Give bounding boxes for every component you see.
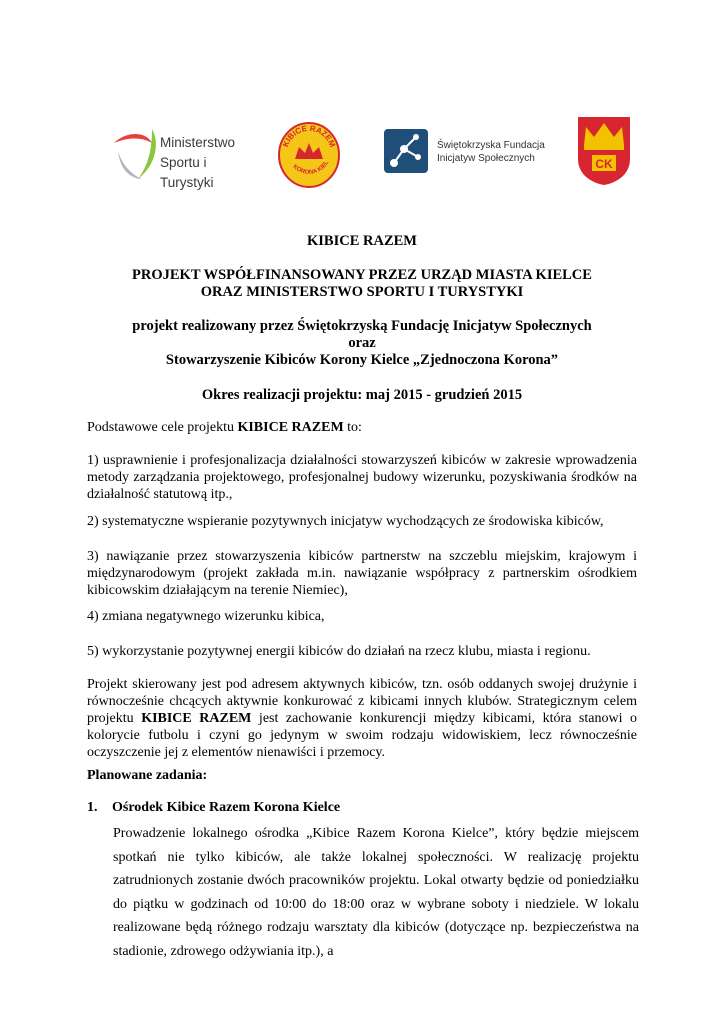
cofinancing-line1: PROJEKT WSPÓŁFINANSOWANY PRZEZ URZĄD MIASTA KIELCE xyxy=(132,267,592,283)
goal-1: 1) usprawnienie i profesjonalizacja działalności stowarzyszeń kibiców w zakresie wprowadzenia metody zarządzania projektowego, profesjonalnej budowy wizerunku, pozyskiwania środków na działalność statutową itp., xyxy=(87,453,637,502)
logo-bar xyxy=(0,0,725,220)
target-text-2: jest zachowanie konkurencji między kibicami, która stanowi o kolorycie futbolu i czyni go jedynym w swoim rodzaju widowiskiem, lecz równocześnie oczyszczenie jej z elementów nienawiści i przemocy. xyxy=(87,711,638,760)
goals-intro-prefix: Podstawowe cele projektu xyxy=(87,420,238,435)
planned-tasks-heading: Planowane zadania: xyxy=(87,768,208,783)
ministry-name-line2: Sportu i Turystyki xyxy=(160,155,214,190)
project-period: Okres realizacji projektu: maj 2015 - grudzień 2015 xyxy=(201,387,523,403)
cofinancing-heading xyxy=(87,267,637,301)
task-1-title xyxy=(87,799,340,816)
realized-by-line3: Stowarzyszenie Kibiców Korony Kielce „Zjednoczona Korona” xyxy=(165,352,559,368)
goals-intro xyxy=(87,419,637,436)
realized-by-heading xyxy=(87,318,637,369)
fundacja-logo xyxy=(382,127,552,177)
goals-intro-suffix: to: xyxy=(343,420,362,435)
task-1-number: 1. xyxy=(87,800,98,815)
ministry-name-line1: Ministerstwo xyxy=(160,135,236,150)
kibice-razem-logo xyxy=(277,117,341,189)
goal-2: 2) systematyczne wspieranie pozytywnych inicjatyw wychodzących ze środowiska kibiców, xyxy=(87,514,604,529)
task-1-title-text: Ośrodek Kibice Razem Korona Kielce xyxy=(112,800,341,815)
ministry-logo xyxy=(112,125,262,190)
realized-by-line1: projekt realizowany przez Świętokrzyską Fundację Inicjatyw Społecznych xyxy=(132,318,592,334)
target-text-1: Projekt skierowany jest pod adresem aktywnych kibiców, tzn. osób oddanych swojej drużynie i równocześnie chcących aktywnie konkurować z kibicami innych klubów. Strategicznym celem projektu xyxy=(87,677,637,726)
goals-intro-project-name: KIBICE RAZEM xyxy=(237,420,344,435)
goal-5: 5) wykorzystanie pozytywnej energii kibiców do działań na rzecz klubu, miasta i regionu. xyxy=(87,644,591,659)
fundacja-name-line1: Świętokrzyska Fundacja xyxy=(437,140,545,151)
kibice-logo-bottom-text: KORONA KIEL xyxy=(291,159,331,176)
fundacja-name-line2: Inicjatyw Społecznych xyxy=(437,153,535,164)
kibice-logo-top-text: KIBICE RAZEM xyxy=(281,123,338,149)
goal-3: 3) nawiązanie przez stowarzyszenia kibiców partnerstw na szczeblu miejskim, krajowym i międzynarodowym (projekt zakłada m.in. nawiązanie współpracy z partnerskim ośrodkiem kibicowskim działającym na terenie Niemiec), xyxy=(87,549,637,598)
cofinancing-line2: ORAZ MINISTERSTWO SPORTU I TURYSTYKI xyxy=(200,284,524,300)
ministry-swoosh-icon xyxy=(112,125,160,185)
document-title: KIBICE RAZEM xyxy=(307,233,417,249)
target-paragraph xyxy=(87,676,637,761)
crest-ck-text: CK xyxy=(595,157,613,171)
kielce-crest-logo xyxy=(576,115,632,187)
task-1-body: Prowadzenie lokalnego ośrodka „Kibice Razem Korona Kielce”, który będzie miejscem spotkań nie tylko kibiców, ale także lokalnej społeczności. W realizację projektu zatrudnionych zostanie dwóch pracowników projektu. Lokal otwarty będzie od poniedziałku do piątku w godzinach od 10:00 do 18:00 oraz w wybrane soboty i niedziele. W lokalu realizowane będą różnego rodzaju warsztaty dla kibiców (dotyczące np. bezpieczeństwa na stadionie, zdrowego odżywiania itp.), a xyxy=(113,826,639,959)
fundacja-network-icon xyxy=(382,127,432,175)
target-project-name: KIBICE RAZEM xyxy=(141,711,252,726)
realized-by-line2: oraz xyxy=(348,335,376,351)
goal-4: 4) zmiana negatywnego wizerunku kibica, xyxy=(87,609,325,624)
